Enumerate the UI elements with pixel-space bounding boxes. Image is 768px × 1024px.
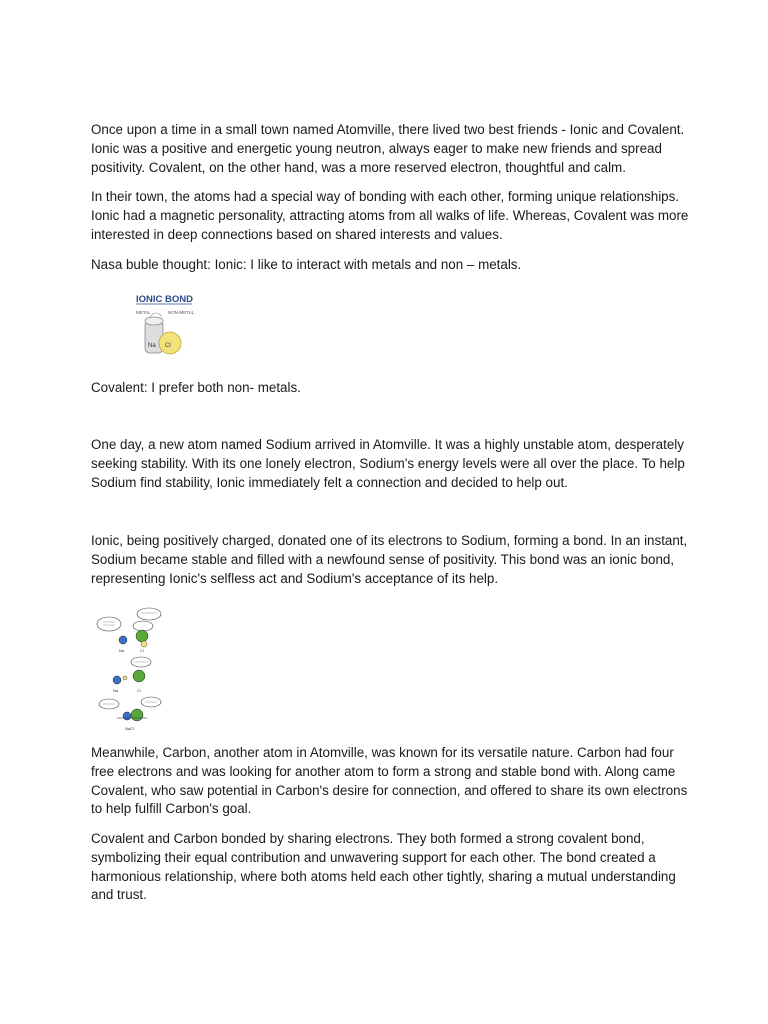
paragraph-ionic-thought: Nasa buble thought: Ionic: I like to interact with metals and non – metals. [91,257,522,272]
paragraph-carbon: Meanwhile, Carbon, another atom in Atomville, was known for its versatile nature. Carbon had four free electrons and was looking for another atom to form a strong and stable bond with. Along came Covalent, who saw potential in Carbon's desire for connection, and offered to share its own electrons to help fulfill Carbon's goal. [91,745,688,817]
ionic-bond-title: IONIC BOND [136,294,193,305]
sodium-chlorine-comic [95,606,165,736]
non-metal-label: NON-METAL [168,310,195,315]
metal-label: METAL [136,310,151,315]
paragraph-intro: Once upon a time in a small town named Atomville, there lived two best friends - Ionic and Covalent. Ionic was a positive and energetic young neutron, always eager to make new friends and spread positivity. Covalent, on the other hand, was a more reserved electron, thoughtful and calm. [91,122,685,175]
comic-label-nacl: NaCl [125,726,134,731]
na-atom-label: Na [148,343,156,349]
comic-label-cl-1: Cl [140,648,144,653]
paragraph-bonding: In their town, the atoms had a special way of bonding with each other, forming unique relationships. Ionic had a magnetic personality, attracting atoms from all walks of life. Whereas, Covalent was more interested in deep connections based on shared interests and values. [91,189,689,242]
comic-label-na-2: Na [113,688,119,693]
paragraph-covalent-bond: Covalent and Carbon bonded by sharing electrons. They both formed a strong covalent bond, symbolizing their equal contribution and unwavering support for each other. The bond created a harmonious relationship, where both atoms held each other tightly, sharing a mutual understanding and trust. [91,831,676,903]
comic-label-cl-2: Cl [137,688,141,693]
comic-label-na-1: Na [119,648,125,653]
paragraph-sodium-arrives: One day, a new atom named Sodium arrived in Atomville. It was a highly unstable atom, desperately seeking stability. With its one lonely electron, Sodium's energy levels were all over the place. To help Sodium find stability, Ionic immediately felt a connection and decided to help out. [91,437,685,490]
ionic-bond-illustration [90,287,230,361]
paragraph-covalent-thought: Covalent: I prefer both non- metals. [91,380,301,395]
cl-atom-label: Cl [165,343,171,349]
paragraph-ionic-bond: Ionic, being positively charged, donated one of its electrons to Sodium, forming a bond. In an instant, Sodium became stable and filled with a newfound sense of positivity. This bond was an ionic bond, representing Ionic's selfless act and Sodium's acceptance of its help. [91,533,688,586]
